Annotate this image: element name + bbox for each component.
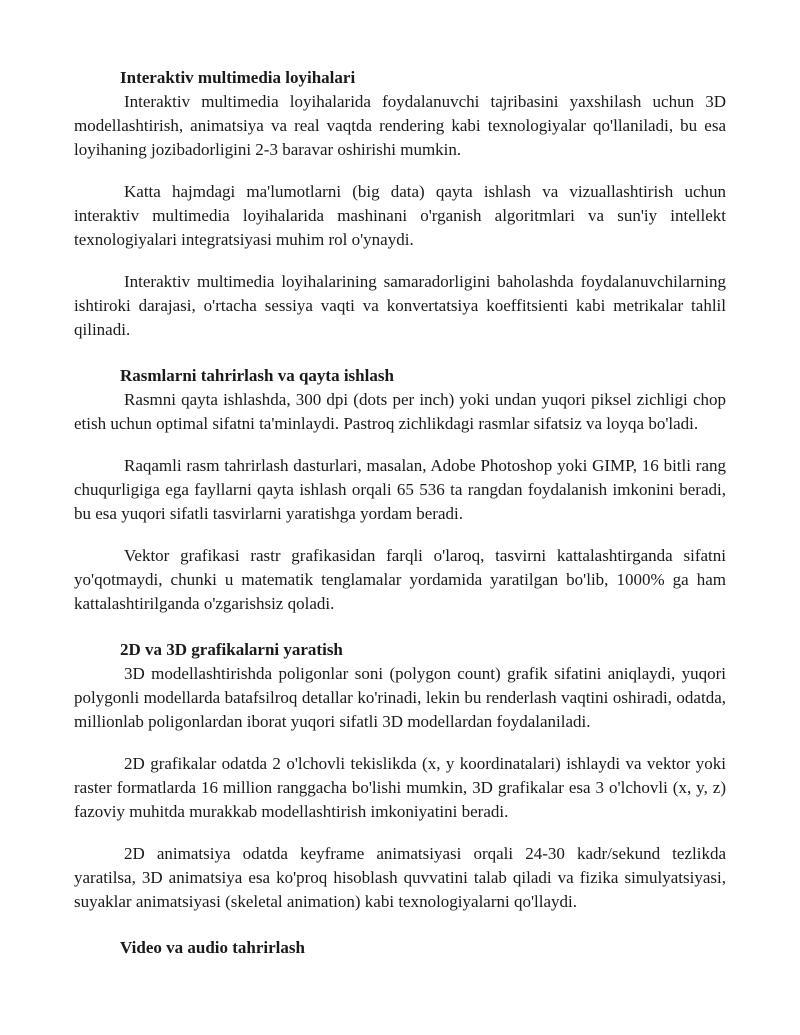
paragraph: 3D modellashtirishda poligonlar soni (polygon count) grafik sifatini aniqlaydi, yuqori polygonli modellarda batafsilroq detallar ko'rinadi, lekin bu renderlash vaqtini oshiradi, odatda, millionlab poligonlardan iborat yuqori sifatli 3D modellardan foydalaniladi. <box>74 664 726 731</box>
paragraph: Katta hajmdagi ma'lumotlarni (big data) qayta ishlash va vizuallashtirish uchun interaktiv multimedia loyihalarida mashinani o'rganish algoritmlari va sun'iy intellekt texnologiyalari integratsiyasi muhim rol o'ynaydi. <box>74 182 726 249</box>
paragraph: Rasmni qayta ishlashda, 300 dpi (dots per inch) yoki undan yuqori piksel zichligi chop etish uchun optimal sifatni ta'minlaydi. Pastroq zichlikdagi rasmlar sifatsiz va loyqa bo'ladi. <box>74 390 726 433</box>
section-heading: Interaktiv multimedia loyihalari <box>120 68 356 87</box>
section-heading: Rasmlarni tahrirlash va qayta ishlash <box>120 366 394 385</box>
document-page <box>74 66 726 960</box>
section-heading: 2D va 3D grafikalarni yaratish <box>120 640 343 659</box>
paragraph: Interaktiv multimedia loyihalarida foydalanuvchi tajribasini yaxshilash uchun 3D modellashtirish, animatsiya va real vaqtda rendering kabi texnologiyalar qo'llaniladi, bu esa loyihaning jozibadorligini 2-3 baravar oshirishi mumkin. <box>74 92 726 159</box>
paragraph: Interaktiv multimedia loyihalarining samaradorligini baholashda foydalanuvchilarning ishtiroki darajasi, o'rtacha sessiya vaqti va konvertatsiya koeffitsienti kabi metrikalar tahlil qilinadi. <box>74 272 726 339</box>
paragraph: Raqamli rasm tahrirlash dasturlari, masalan, Adobe Photoshop yoki GIMP, 16 bitli rang chuqurligiga ega fayllarni qayta ishlash orqali 65 536 ta rangdan foydalanish imkonini beradi, bu esa yuqori sifatli tasvirlarni yaratishga yordam beradi. <box>74 456 726 523</box>
paragraph: 2D grafikalar odatda 2 o'lchovli tekislikda (x, y koordinatalari) ishlaydi va vektor yoki raster formatlarda 16 million ranggacha bo'lishi mumkin, 3D grafikalar esa 3 o'lchovli (x, y, z) fazoviy muhitda murakkab modellashtirish imkoniyatini beradi. <box>74 754 726 821</box>
section-heading: Video va audio tahrirlash <box>120 938 305 957</box>
paragraph: Vektor grafikasi rastr grafikasidan farqli o'laroq, tasvirni kattalashtirganda sifatni yo'qotmaydi, chunki u matematik tenglamalar yordamida yaratilgan bo'lib, 1000% ga ham kattalashtirilganda o'zgarishsiz qoladi. <box>74 546 726 613</box>
paragraph: 2D animatsiya odatda keyframe animatsiyasi orqali 24-30 kadr/sekund tezlikda yaratilsa, 3D animatsiya esa ko'proq hisoblash quvvatini talab qiladi va fizika simulyatsiyasi, suyaklar animatsiyasi (skeletal animation) kabi texnologiyalarni qo'llaydi. <box>74 844 726 911</box>
